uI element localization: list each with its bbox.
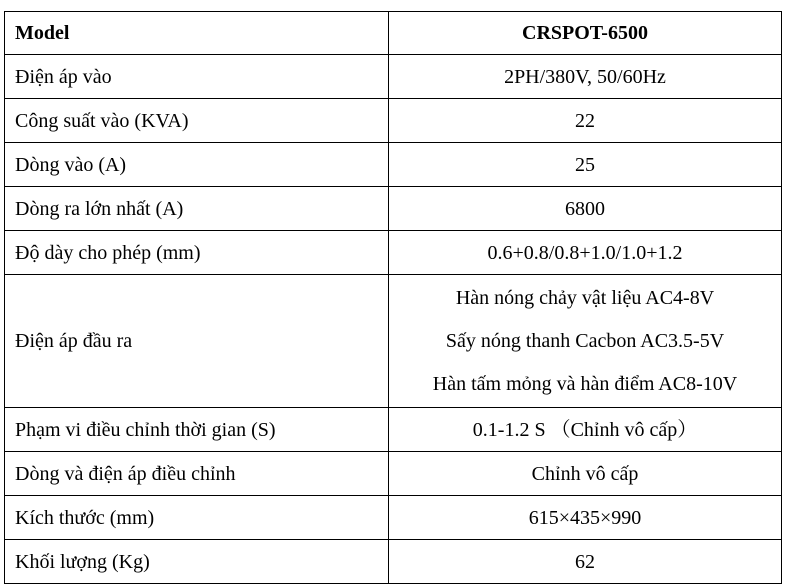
row-value: 615×435×990 <box>389 496 782 540</box>
header-value: CRSPOT-6500 <box>389 12 782 55</box>
header-label: Model <box>5 12 389 55</box>
table-row <box>5 99 782 143</box>
row-value-multiline <box>389 275 782 408</box>
spec-table <box>4 11 782 584</box>
row-value: 62 <box>389 540 782 584</box>
row-label: Điện áp đầu ra <box>5 275 389 408</box>
table-row <box>5 540 782 584</box>
output-voltage-line: Hàn nóng chảy vật liệu AC4-8V <box>455 286 715 309</box>
row-value: 6800 <box>389 187 782 231</box>
table-row <box>5 496 782 540</box>
table-row <box>5 143 782 187</box>
row-label: Công suất vào (KVA) <box>5 99 389 143</box>
output-voltage-line: Sấy nóng thanh Cacbon AC3.5-5V <box>445 329 725 352</box>
row-value: 22 <box>389 99 782 143</box>
table-header-row <box>5 12 782 55</box>
row-value: Chỉnh vô cấp <box>389 452 782 496</box>
table-row <box>5 408 782 452</box>
output-voltage-line: Hàn tấm mỏng và hàn điểm AC8-10V <box>432 372 738 395</box>
table-row <box>5 231 782 275</box>
row-label: Kích thước (mm) <box>5 496 389 540</box>
row-label: Phạm vi điều chỉnh thời gian (S) <box>5 408 389 452</box>
row-label: Dòng và điện áp điều chỉnh <box>5 452 389 496</box>
row-label: Điện áp vào <box>5 55 389 99</box>
row-label: Dòng ra lớn nhất (A) <box>5 187 389 231</box>
row-label: Khối lượng (Kg) <box>5 540 389 584</box>
row-label: Dòng vào (A) <box>5 143 389 187</box>
table-row <box>5 55 782 99</box>
row-value: 0.6+0.8/0.8+1.0/1.0+1.2 <box>389 231 782 275</box>
row-value: 2PH/380V, 50/60Hz <box>389 55 782 99</box>
row-label: Độ dày cho phép (mm) <box>5 231 389 275</box>
row-value: 25 <box>389 143 782 187</box>
table-row <box>5 275 782 408</box>
row-value: 0.1-1.2 S （Chỉnh vô cấp） <box>389 408 782 452</box>
table-row <box>5 452 782 496</box>
table-row <box>5 187 782 231</box>
